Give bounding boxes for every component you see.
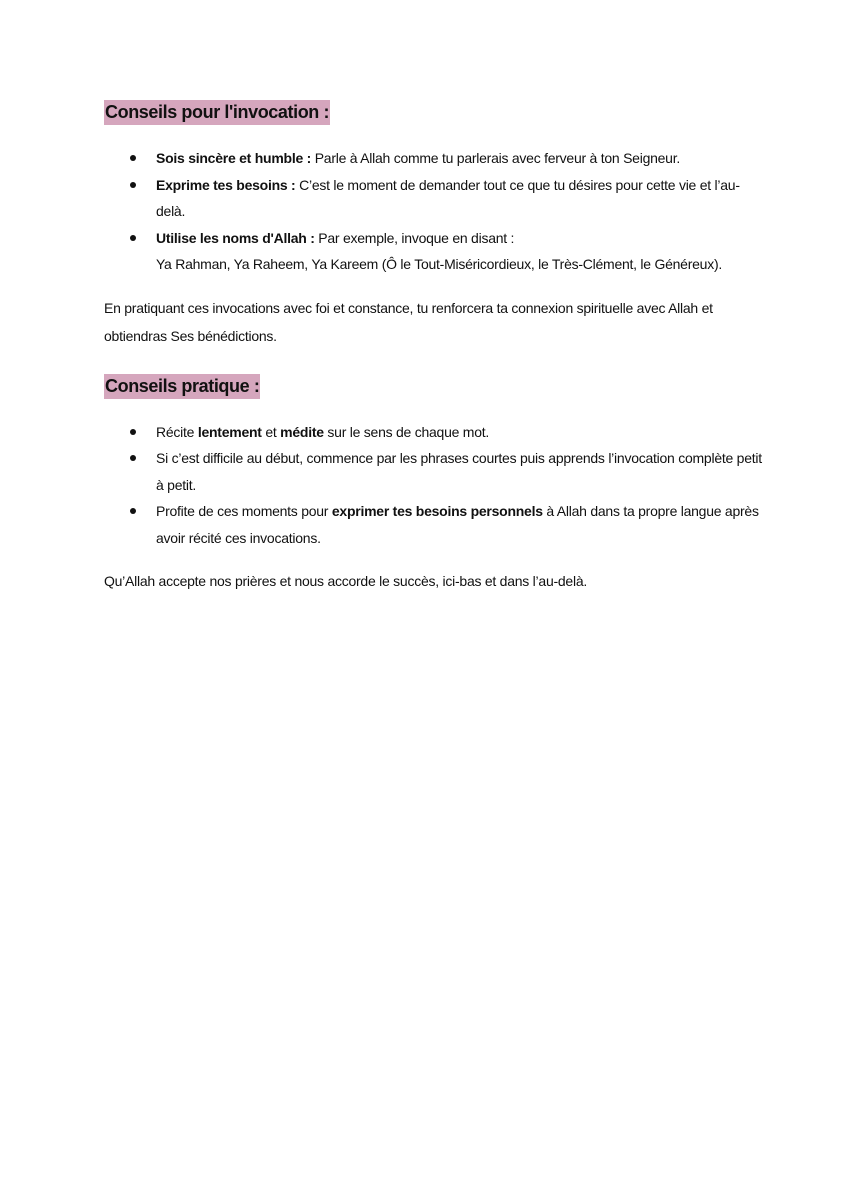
list-item-text: Par exemple, invoque en disant :	[314, 229, 515, 246]
list-item-text: Si c’est difficile au début, commence par les phrases courtes puis apprends l’invocation complète petit à petit.	[156, 450, 762, 493]
bullet-icon	[130, 182, 136, 188]
invocation-tips-list	[104, 145, 764, 278]
bullet-icon	[130, 155, 136, 161]
list-item-bold: médite	[280, 423, 324, 440]
bullet-icon	[130, 429, 136, 435]
list-item-bold: lentement	[197, 423, 262, 440]
document-content	[104, 100, 764, 595]
list-item	[104, 225, 764, 278]
list-item-bold: Exprime tes besoins :	[156, 176, 296, 193]
list-item-text-line2: Ya Rahman, Ya Raheem, Ya Kareem (Ô le Tout-Miséricordieux, le Très-Clément, le Généreux).	[156, 256, 723, 272]
section-heading-practical-tips: Conseils pratique :	[104, 374, 260, 399]
list-item	[104, 172, 764, 225]
list-item-bold: Sois sincère et humble :	[156, 150, 312, 166]
list-item-text: à Allah dans ta propre langue après avoir récité ces invocations.	[156, 503, 759, 546]
section-practical-tips	[104, 374, 764, 596]
list-item-text: Parle à Allah comme tu parlerais avec ferveur à ton Seigneur.	[311, 150, 680, 166]
list-item-text: et	[261, 423, 281, 440]
section-heading-invocation-tips: Conseils pour l'invocation :	[104, 100, 330, 125]
list-item	[104, 145, 764, 172]
list-item-text: Récite	[156, 423, 198, 440]
list-item-text: Profite de ces moments pour	[156, 503, 332, 519]
bullet-icon	[130, 508, 136, 514]
bullet-icon	[130, 455, 136, 461]
list-item	[104, 498, 764, 551]
list-item-bold: Utilise les noms d'Allah :	[156, 229, 315, 246]
list-item-text: sur le sens de chaque mot.	[323, 423, 490, 440]
practical-tips-list	[104, 419, 764, 552]
paragraph-closing-prayer: Qu’Allah accepte nos prières et nous accorde le succès, ici-bas et dans l’au-delà.	[104, 573, 587, 589]
list-item	[104, 445, 764, 498]
section-invocation-tips	[104, 100, 764, 350]
bullet-icon	[130, 235, 136, 241]
paragraph-practice: En pratiquant ces invocations avec foi et constance, tu renforcera ta connexion spirituelle avec Allah et obtiendras Ses bénédictions.	[104, 299, 713, 344]
list-item	[104, 419, 764, 446]
list-item-text: C’est le moment de demander tout ce que tu désires pour cette vie et l’au-delà.	[156, 176, 740, 219]
list-item-bold: exprimer tes besoins personnels	[331, 503, 543, 519]
